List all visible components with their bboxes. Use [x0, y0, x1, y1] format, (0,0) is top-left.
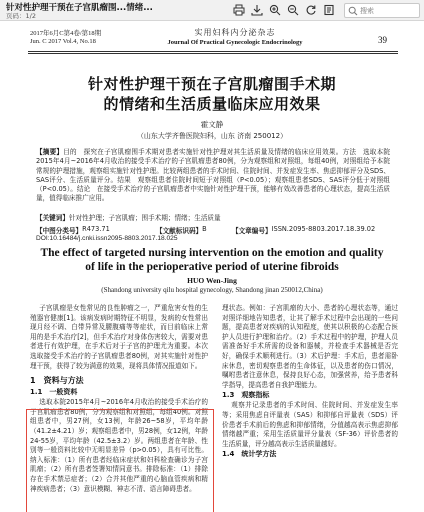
- journal-name-en: Journal Of Practical Gynecologic Endocrinology: [167, 39, 303, 46]
- abstract: [36, 148, 390, 204]
- title-cn-line-2: 的情绪和生活质量临床应用效果: [103, 95, 321, 113]
- author-en: HUO Wen-Jing: [187, 276, 237, 285]
- page-number: 39: [378, 35, 387, 45]
- viewer-toolbar: [0, 0, 424, 21]
- header-rule-thin: [28, 53, 398, 54]
- journal-issue-cn: 2017年6月C第4卷/第18期: [30, 30, 102, 37]
- clc-value: R473.71: [82, 225, 110, 233]
- document-page: [0, 22, 424, 512]
- issn-label: 【文章编号】: [232, 227, 272, 235]
- abstract-text: 目的 探究在子宫肌瘤围手术期对患者实施针对性护理对其生活质量及情绪的临床应用效果。方法 选取本院2015年4月~2016年4月收治的接受手术治疗的子宫肌瘤患者80例，分为观察组和对照组，每组40例，对照组给予本院常规的护理措施，观察组实施针对性护理。比较两组患者的手术时间、住院时间、并发症发生率、焦虑抑郁评分及SDS、SAS评分、生活质量评分。结果 观察组患者住院时间短于对照组（P<0.05）；观察组患者SDS、SAS评分低于对照组（P<0.05）。结论 在接受手术治疗的子宫肌瘤患者中实施针对性护理干预，能够有效改善患者的心理状态，提高生活质量，值得临床推广应用。: [36, 148, 391, 203]
- zoom-out-icon[interactable]: [286, 3, 300, 17]
- highlight-box: [26, 409, 214, 512]
- doc-code-value: B: [202, 225, 207, 233]
- issn-value: ISSN.2095-8803.2017.18.39.02: [271, 225, 376, 233]
- nursing-paragraph: 理状态。例如：子宫肌瘤的大小、患者的心理状态等，通过对照详细地告知患者，让其了解手术过程中会出现的一些问题，提高患者对疾病的认知程度，使其以积极的心态配合医护人员进行护理和治疗。（2）手术过程中的护理，护理人员需准备好手术所需的设备和器械，并检查手术器械是否完好，确保手术顺利进行。（3）术后护理：手术后，患者需卧床休息，密切观察患者的生命体征，以及患者的伤口情况，嘱咐患者注意休息，保持良好心态，加强营养，给予患者科学指导，提高患者自我护理能力。: [222, 304, 398, 389]
- journal-name-cn: 实用妇科内分泌杂志: [194, 28, 276, 37]
- body-right-column: [222, 304, 398, 460]
- keywords-text: 针对性护理；子宫肌瘤；围手术期；情绪；生活质量: [68, 214, 221, 222]
- clc-label: 【中图分类号】: [36, 227, 83, 235]
- journal-name: [160, 27, 310, 46]
- journal-issue: [30, 30, 101, 46]
- header-rule: [28, 51, 398, 52]
- affiliation-en: (Shandong university qilu hospital gynecology, Shandong jinan 250012,China): [101, 286, 323, 294]
- subsection-heading-general: 1.1 一般资料: [30, 388, 78, 397]
- print-icon[interactable]: [232, 3, 246, 17]
- journal-issue-en: Jun. C 2017 Vol.4, No.18: [30, 38, 96, 45]
- subsection-heading-observation: 1.3 观察指标: [222, 391, 270, 400]
- abstract-label: 【摘要】: [36, 148, 64, 156]
- doc-code-item: [156, 225, 207, 235]
- document-title: 针对性护理干预在子宫肌瘤围...情绪...: [6, 3, 153, 13]
- title-cn-line-1: 针对性护理干预在子宫肌瘤围手术期: [87, 75, 336, 93]
- rotate-icon[interactable]: [304, 3, 318, 17]
- issn-item: [232, 225, 376, 235]
- section-heading-methods: 1 资料与方法: [30, 376, 84, 386]
- subsection-heading-statistics: 1.4 统计学方法: [222, 450, 277, 459]
- keywords: [36, 214, 390, 223]
- download-icon[interactable]: [250, 3, 264, 17]
- zoom-in-icon[interactable]: [268, 3, 282, 17]
- page-indicator: 页码：1/2: [6, 12, 36, 20]
- search-icon: [348, 6, 358, 16]
- search-input[interactable]: [360, 5, 418, 16]
- affiliation-cn: （山东大学齐鲁医院妇科，山东 济南 250012）: [136, 132, 288, 140]
- article-title-en: [30, 247, 394, 274]
- title-en-line-2: of life in the perioperative period of uterine fibroids: [85, 260, 339, 273]
- doi: DOI:10.16484/j.cnki.issn2095-8803.2017.18.025: [36, 235, 178, 242]
- author-cn: 霍文静: [200, 120, 224, 129]
- title-en-line-1: The effect of targeted nursing intervention on the emotion and quality: [40, 247, 384, 259]
- article-title-cn: [30, 74, 394, 114]
- fit-page-icon[interactable]: [322, 3, 336, 17]
- doc-code-label: 【文献标识码】: [156, 227, 203, 235]
- search-box[interactable]: [344, 3, 420, 18]
- intro-paragraph: 子宫肌瘤是女性常见的良性肿瘤之一，严重危害女性的生殖器官健康[1]。该病发病时期特征不明显，发病的女性常出现月经不调、白带异常及腰腹痛等等症状，而目前临床上常用的是手术治疗[2]，但手术治疗对身体伤害较大，需要对患者进行有效护理，在手术后对于子宫的护理尤为重要。本次选取接受手术治疗的子宫肌瘤患者80例，对其实施针对性护理干预，获得了较为满意的效果，现将具体情况报道如下。: [30, 304, 208, 370]
- observation-paragraph: 观察并记录患者的手术时间、住院时间、并发症发生率等；采用焦虑自评量表（SAS）和抑郁自评量表（SDS）评价患者手术前后的焦虑和抑郁情绪，分值越高表示焦虑抑郁情绪越严重；采用生活质量评分量表（SF-36）评价患者的生活质量，评分越高表示生活质量越好。: [222, 401, 398, 448]
- clc-item: [36, 225, 110, 235]
- keywords-label: 【关键词】: [36, 214, 69, 222]
- general-data-paragraph: 选取本院2015年4月~2016年4月收治的接受手术治疗的子宫肌瘤患者80例，分为观察组和对照组，每组40例。对照组患者中，男27例，女13例，年龄26~58岁，平均年龄（41.2±4.21）岁；观察组患者中，男28例，女12例，年龄24-55岁，平均年龄（42.5±3.2）岁。两组患者在年龄、性别等一般资料比较中无明显差异（p>0.05），具有可比性。纳入标准：（1）所有患者经临床症状和妇科检查确诊为子宫肌瘤；（2）所有患者签署知情同意书。排除标准：（1）排除存在手术禁忌症者；（2）合并其他严重的心脑血管疾病和精神疾病患者；（3）意识模糊、神志不清、语言障碍患者。: [30, 398, 208, 493]
